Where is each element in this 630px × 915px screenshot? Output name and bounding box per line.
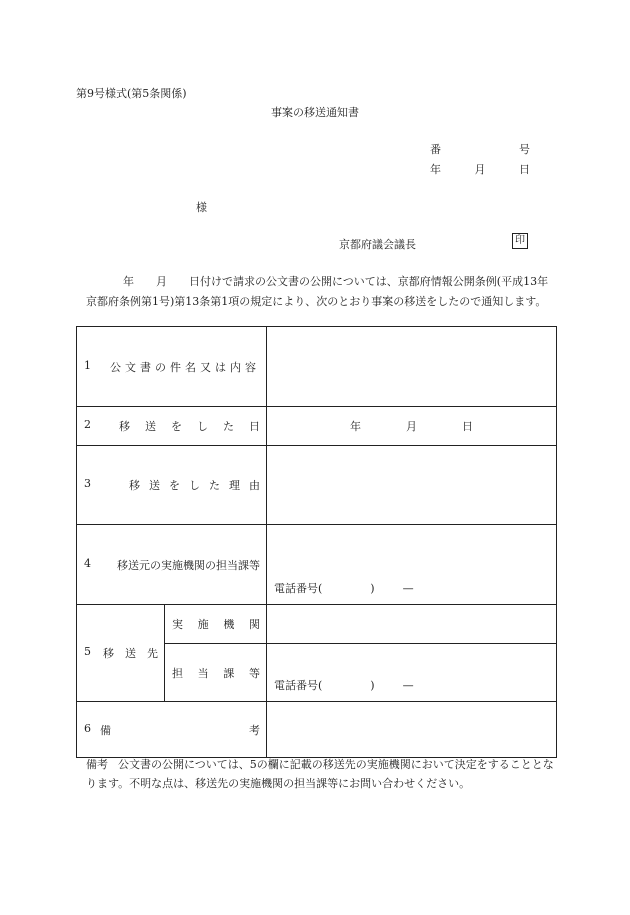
row5-number: 5 [84, 645, 91, 658]
table-row [77, 605, 557, 644]
document-date [430, 161, 530, 177]
row1-label: 公文書の件名又は内容 [110, 360, 260, 374]
row4-label-cell [77, 525, 267, 605]
row2-label: 移送をした日 [119, 420, 275, 433]
row5-sub2-cell [165, 644, 267, 702]
seal-mark: 印 [512, 233, 528, 249]
row3-number: 3 [84, 477, 91, 490]
row4-value-cell[interactable] [267, 525, 557, 605]
form-label: 第9号様式(第5条関係) [76, 87, 187, 100]
row3-label-cell [77, 446, 267, 525]
row4-phone-close: ) [370, 582, 375, 595]
row4-phone-label: 電話番号( [274, 582, 323, 595]
row5-label: 移送先 [103, 647, 169, 660]
row5-phone-label: 電話番号( [274, 679, 323, 692]
row4-phone [274, 580, 414, 596]
row1-number: 1 [84, 358, 91, 372]
row6-value-cell[interactable] [267, 702, 557, 758]
date-day: 日 [519, 163, 530, 176]
addressee: 様 [196, 201, 207, 214]
table-row [77, 446, 557, 525]
row5-sub1-value-cell[interactable] [267, 605, 557, 644]
row2-month: 月 [406, 420, 417, 433]
row2-label-cell [77, 407, 275, 446]
row1-value-cell[interactable] [267, 327, 557, 407]
remarks-note [86, 755, 556, 793]
sender-name: 京都府議会議長 [339, 238, 416, 251]
table-row [77, 327, 557, 407]
date-year: 年 [430, 163, 441, 176]
row6-label-cell [77, 702, 267, 758]
transfer-details-table [76, 326, 557, 758]
row6-label-b: 考 [249, 723, 260, 737]
row5-sub1-cell [165, 605, 267, 644]
document-title: 事案の移送通知書 [271, 106, 359, 119]
row4-number: 4 [84, 556, 91, 570]
row5-label-cell [77, 605, 169, 702]
row6-number: 6 [84, 721, 91, 735]
row3-label: 移送をした理由 [129, 479, 269, 492]
row2-year: 年 [350, 420, 361, 433]
row2-value-cell[interactable] [267, 407, 557, 446]
body-text: 日付けで請求の公文書の公開については、京都府情報公開条例(平成13年京都府条例第1号)第13条第1項の規定により、次のとおり事案の移送をしたので通知します。 [86, 275, 549, 308]
note-text: 公文書の公開については、5の欄に記載の移送先の実施機関において決定をすることとなります。不明な点は、移送先の実施機関の担当課等にお問い合わせください。 [86, 758, 554, 790]
row3-value-cell[interactable] [267, 446, 557, 525]
document-number [430, 141, 530, 157]
row5-sub2-value-cell[interactable] [267, 644, 557, 702]
row2-day: 日 [462, 420, 473, 433]
number-label: 番 [430, 143, 441, 156]
table-row [77, 702, 557, 758]
body-month: 月 [156, 275, 167, 288]
row5-phone-close: ) [370, 679, 375, 692]
row5-sub1-label: 実施機関 [172, 618, 260, 631]
notice-body [86, 272, 556, 312]
number-suffix: 号 [519, 143, 530, 156]
row1-label-cell [77, 327, 267, 407]
table-row [77, 407, 557, 446]
date-month: 月 [474, 163, 486, 176]
row2-number: 2 [84, 418, 91, 431]
body-year: 年 [123, 275, 134, 288]
row4-phone-dash: — [402, 582, 414, 595]
table-row [77, 525, 557, 605]
row5-sub2-label: 担当課等 [172, 666, 260, 680]
row4-label: 移送元の実施機関の担当課等 [117, 558, 260, 572]
row6-label-a: 備 [100, 723, 111, 737]
row5-phone-dash: — [402, 679, 414, 692]
note-label: 備考 [86, 758, 108, 771]
row5-phone [274, 677, 414, 693]
